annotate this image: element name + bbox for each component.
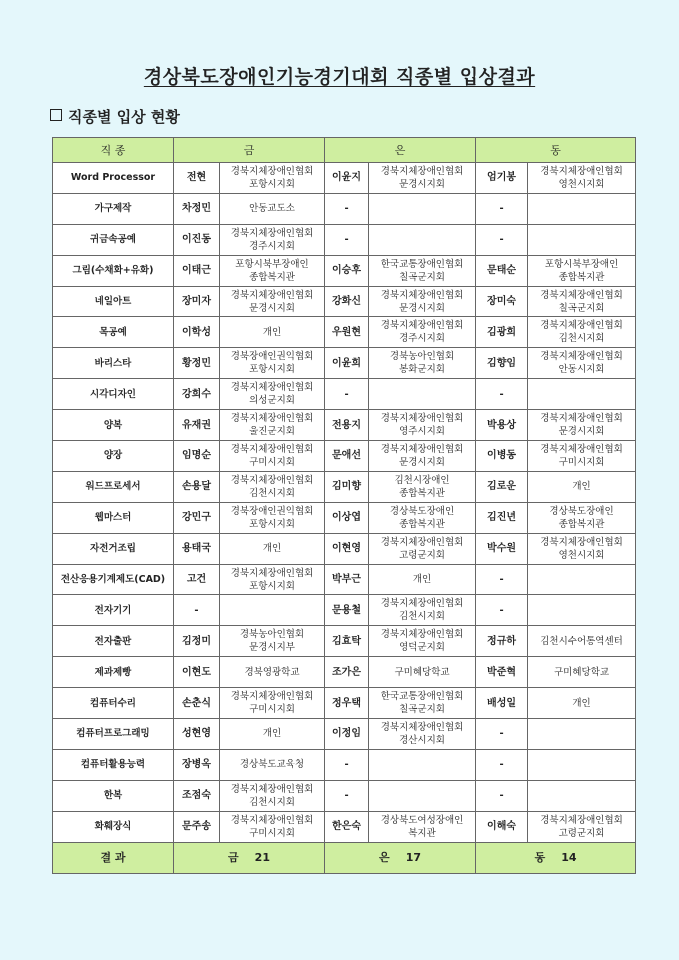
silver-name-cell: - xyxy=(325,780,369,811)
silver-org-cell xyxy=(369,749,476,780)
gold-org-cell: 포항시북부장애인 종합복지관 xyxy=(220,255,325,286)
job-cell: 컴퓨터활용능력 xyxy=(53,749,174,780)
bronze-name-cell: - xyxy=(476,780,528,811)
gold-org-cell: 경북지체장애인협회 경주시지회 xyxy=(220,224,325,255)
bronze-name-cell: 이해숙 xyxy=(476,811,528,842)
gold-org-cell: 경북지체장애인협회 문경시지회 xyxy=(220,286,325,317)
bronze-name-cell: 김향임 xyxy=(476,348,528,379)
gold-name-cell: 장병옥 xyxy=(174,749,220,780)
silver-name-cell: - xyxy=(325,193,369,224)
total-gold: 금 21 xyxy=(174,842,325,873)
table-row xyxy=(53,533,636,564)
silver-org-cell: 경북지체장애인협회 문경시지회 xyxy=(369,441,476,472)
bronze-org-cell: 경북지체장애인협회 고령군지회 xyxy=(528,811,636,842)
silver-name-cell: 이현영 xyxy=(325,533,369,564)
silver-name-cell: 우원현 xyxy=(325,317,369,348)
job-cell: 귀금속공예 xyxy=(53,224,174,255)
table-row xyxy=(53,286,636,317)
gold-org-cell: 경북지체장애인협회 포항시지회 xyxy=(220,564,325,595)
table-row xyxy=(53,811,636,842)
bronze-name-cell: 박용상 xyxy=(476,410,528,441)
gold-org-cell: 경북영광학교 xyxy=(220,657,325,688)
gold-name-cell: 유재권 xyxy=(174,410,220,441)
gold-name-cell: 강민구 xyxy=(174,502,220,533)
gold-name-cell: 손춘식 xyxy=(174,688,220,719)
table-header-row xyxy=(53,138,636,163)
header-bronze: 동 xyxy=(476,138,636,163)
silver-org-cell: 한국교통장애인협회 칠곡군지회 xyxy=(369,688,476,719)
gold-org-cell: 경북지체장애인협회 김천시지회 xyxy=(220,471,325,502)
job-cell: 컴퓨터수리 xyxy=(53,688,174,719)
bronze-name-cell: 김진년 xyxy=(476,502,528,533)
bronze-org-cell xyxy=(528,719,636,750)
silver-org-cell: 경북농아인협회 봉화군지회 xyxy=(369,348,476,379)
bronze-name-cell: 이병동 xyxy=(476,441,528,472)
silver-org-cell: 경북지체장애인협회 경주시지회 xyxy=(369,317,476,348)
bronze-name-cell: 엄기봉 xyxy=(476,163,528,194)
bronze-name-cell: - xyxy=(476,224,528,255)
bronze-org-cell: 구미혜당학교 xyxy=(528,657,636,688)
gold-name-cell: 강희수 xyxy=(174,379,220,410)
bronze-org-cell xyxy=(528,193,636,224)
bronze-org-cell: 경북지체장애인협회 김천시지회 xyxy=(528,317,636,348)
bronze-org-cell xyxy=(528,749,636,780)
table-row xyxy=(53,688,636,719)
page-title: 경상북도장애인기능경기대회 직종별 입상결과 xyxy=(143,66,536,88)
total-silver: 은 17 xyxy=(325,842,476,873)
silver-org-cell: 경북지체장애인협회 문경시지회 xyxy=(369,163,476,194)
silver-org-cell: 경북지체장애인협회 영주시지회 xyxy=(369,410,476,441)
silver-name-cell: 전용지 xyxy=(325,410,369,441)
gold-name-cell: 손용달 xyxy=(174,471,220,502)
silver-org-cell xyxy=(369,224,476,255)
job-cell: Word Processor xyxy=(53,163,174,194)
silver-name-cell: 문애선 xyxy=(325,441,369,472)
bronze-org-cell: 경북지체장애인협회 안동시지회 xyxy=(528,348,636,379)
silver-org-cell: 경상북도여성장애인 복지관 xyxy=(369,811,476,842)
gold-name-cell: 성현영 xyxy=(174,719,220,750)
silver-name-cell: 이정임 xyxy=(325,719,369,750)
gold-org-cell: 경북지체장애인협회 구미시지회 xyxy=(220,811,325,842)
silver-org-cell xyxy=(369,780,476,811)
gold-name-cell: 고건 xyxy=(174,564,220,595)
silver-org-cell: 개인 xyxy=(369,564,476,595)
job-cell: 전산응용기계제도(CAD) xyxy=(53,564,174,595)
bronze-org-cell xyxy=(528,595,636,626)
silver-org-cell: 경북지체장애인협회 고령군지회 xyxy=(369,533,476,564)
job-cell: 양복 xyxy=(53,410,174,441)
bronze-org-cell: 김천시수어통역센터 xyxy=(528,626,636,657)
gold-org-cell: 경북지체장애인협회 의성군지회 xyxy=(220,379,325,410)
bronze-org-cell: 경북지체장애인협회 칠곡군지회 xyxy=(528,286,636,317)
gold-org-cell: 경북장애인권익협회 포항시지회 xyxy=(220,348,325,379)
bronze-name-cell: 장미숙 xyxy=(476,286,528,317)
job-cell: 워드프로세서 xyxy=(53,471,174,502)
gold-org-cell: 경상북도교육청 xyxy=(220,749,325,780)
silver-org-cell: 경상북도장애인 종합복지관 xyxy=(369,502,476,533)
table-row xyxy=(53,317,636,348)
bronze-name-cell: - xyxy=(476,564,528,595)
job-cell: 양장 xyxy=(53,441,174,472)
section-subtitle: 직종별 입상 현황 xyxy=(50,106,180,127)
silver-org-cell: 경북지체장애인협회 영덕군지회 xyxy=(369,626,476,657)
gold-name-cell: 용태국 xyxy=(174,533,220,564)
gold-name-cell: 전현 xyxy=(174,163,220,194)
gold-org-cell: 경북지체장애인협회 구미시지회 xyxy=(220,441,325,472)
bronze-name-cell: - xyxy=(476,193,528,224)
silver-org-cell: 경북지체장애인협회 김천시지회 xyxy=(369,595,476,626)
bronze-org-cell: 경북지체장애인협회 문경시지회 xyxy=(528,410,636,441)
silver-name-cell: 이윤희 xyxy=(325,348,369,379)
job-cell: 웹마스터 xyxy=(53,502,174,533)
job-cell: 전자기기 xyxy=(53,595,174,626)
table-row xyxy=(53,255,636,286)
table-row xyxy=(53,502,636,533)
silver-name-cell: 이상엽 xyxy=(325,502,369,533)
gold-name-cell: 이태근 xyxy=(174,255,220,286)
table-row xyxy=(53,379,636,410)
silver-name-cell: 조가은 xyxy=(325,657,369,688)
table-total-row xyxy=(53,842,636,873)
silver-org-cell xyxy=(369,379,476,410)
silver-name-cell: 강화신 xyxy=(325,286,369,317)
job-cell: 시각디자인 xyxy=(53,379,174,410)
bronze-name-cell: - xyxy=(476,749,528,780)
bronze-name-cell: 김로운 xyxy=(476,471,528,502)
job-cell: 전자출판 xyxy=(53,626,174,657)
header-silver: 은 xyxy=(325,138,476,163)
table-row xyxy=(53,163,636,194)
table-row xyxy=(53,193,636,224)
gold-org-cell: 경북지체장애인협회 포항시지회 xyxy=(220,163,325,194)
gold-name-cell: 김정미 xyxy=(174,626,220,657)
silver-org-cell: 한국교통장애인협회 칠곡군지회 xyxy=(369,255,476,286)
gold-name-cell: 장미자 xyxy=(174,286,220,317)
silver-org-cell: 경북지체장애인협회 문경시지회 xyxy=(369,286,476,317)
silver-org-cell: 경북지체장애인협회 경산시지회 xyxy=(369,719,476,750)
silver-name-cell: 한은숙 xyxy=(325,811,369,842)
bronze-org-cell: 경북지체장애인협회 구미시지회 xyxy=(528,441,636,472)
table-row xyxy=(53,564,636,595)
silver-name-cell: - xyxy=(325,224,369,255)
header-job: 직 종 xyxy=(53,138,174,163)
table-row xyxy=(53,657,636,688)
table-row xyxy=(53,348,636,379)
table-row xyxy=(53,224,636,255)
total-label: 결 과 xyxy=(53,842,174,873)
table-body xyxy=(53,163,636,843)
table-row xyxy=(53,626,636,657)
bronze-org-cell xyxy=(528,780,636,811)
bronze-name-cell: - xyxy=(476,379,528,410)
bronze-org-cell xyxy=(528,564,636,595)
gold-name-cell: - xyxy=(174,595,220,626)
gold-name-cell: 이현도 xyxy=(174,657,220,688)
bronze-name-cell: 문태순 xyxy=(476,255,528,286)
table-row xyxy=(53,719,636,750)
gold-org-cell: 개인 xyxy=(220,317,325,348)
bronze-org-cell: 경북지체장애인협회 영천시지회 xyxy=(528,533,636,564)
gold-name-cell: 차정민 xyxy=(174,193,220,224)
gold-org-cell: 개인 xyxy=(220,719,325,750)
table-row xyxy=(53,595,636,626)
bronze-name-cell: 박준혁 xyxy=(476,657,528,688)
silver-name-cell: 박부근 xyxy=(325,564,369,595)
bronze-org-cell: 경상북도장애인 종합복지관 xyxy=(528,502,636,533)
silver-name-cell: 김미향 xyxy=(325,471,369,502)
silver-name-cell: 김효탁 xyxy=(325,626,369,657)
gold-org-cell: 경북장애인권익협회 포항시지회 xyxy=(220,502,325,533)
silver-name-cell: 이윤지 xyxy=(325,163,369,194)
bronze-name-cell: 김광희 xyxy=(476,317,528,348)
bronze-org-cell: 개인 xyxy=(528,688,636,719)
table-row xyxy=(53,441,636,472)
silver-org-cell: 구미혜당학교 xyxy=(369,657,476,688)
gold-org-cell: 경북지체장애인협회 울진군지회 xyxy=(220,410,325,441)
gold-org-cell xyxy=(220,595,325,626)
bronze-org-cell xyxy=(528,224,636,255)
table-row xyxy=(53,780,636,811)
bronze-name-cell: 정규하 xyxy=(476,626,528,657)
bronze-org-cell: 포항시북부장애인 종합복지관 xyxy=(528,255,636,286)
gold-org-cell: 경북농아인협회 문경시지부 xyxy=(220,626,325,657)
table-row xyxy=(53,749,636,780)
bronze-org-cell: 개인 xyxy=(528,471,636,502)
bronze-name-cell: - xyxy=(476,595,528,626)
job-cell: 목공예 xyxy=(53,317,174,348)
gold-name-cell: 임명순 xyxy=(174,441,220,472)
bronze-name-cell: 배성일 xyxy=(476,688,528,719)
gold-name-cell: 조점숙 xyxy=(174,780,220,811)
job-cell: 컴퓨터프로그래밍 xyxy=(53,719,174,750)
table-row xyxy=(53,410,636,441)
gold-name-cell: 문주송 xyxy=(174,811,220,842)
job-cell: 바리스타 xyxy=(53,348,174,379)
silver-name-cell: - xyxy=(325,379,369,410)
results-table xyxy=(52,137,636,874)
silver-org-cell xyxy=(369,193,476,224)
job-cell: 제과제빵 xyxy=(53,657,174,688)
table-row xyxy=(53,471,636,502)
bronze-name-cell: 박수원 xyxy=(476,533,528,564)
job-cell: 한복 xyxy=(53,780,174,811)
job-cell: 그림(수채화+유화) xyxy=(53,255,174,286)
job-cell: 화훼장식 xyxy=(53,811,174,842)
gold-org-cell: 개인 xyxy=(220,533,325,564)
job-cell: 자전거조립 xyxy=(53,533,174,564)
checkbox-bullet-icon xyxy=(50,109,62,121)
job-cell: 네일아트 xyxy=(53,286,174,317)
gold-name-cell: 황정민 xyxy=(174,348,220,379)
gold-org-cell: 경북지체장애인협회 구미시지회 xyxy=(220,688,325,719)
gold-name-cell: 이진동 xyxy=(174,224,220,255)
header-gold: 금 xyxy=(174,138,325,163)
total-bronze: 동 14 xyxy=(476,842,636,873)
silver-name-cell: 정우택 xyxy=(325,688,369,719)
gold-org-cell: 안동교도소 xyxy=(220,193,325,224)
bronze-name-cell: - xyxy=(476,719,528,750)
gold-name-cell: 이학성 xyxy=(174,317,220,348)
silver-name-cell: 문용철 xyxy=(325,595,369,626)
bronze-org-cell: 경북지체장애인협회 영천시지회 xyxy=(528,163,636,194)
silver-org-cell: 김천시장애인 종합복지관 xyxy=(369,471,476,502)
bronze-org-cell xyxy=(528,379,636,410)
silver-name-cell: - xyxy=(325,749,369,780)
silver-name-cell: 이승후 xyxy=(325,255,369,286)
job-cell: 가구제작 xyxy=(53,193,174,224)
gold-org-cell: 경북지체장애인협회 김천시지회 xyxy=(220,780,325,811)
